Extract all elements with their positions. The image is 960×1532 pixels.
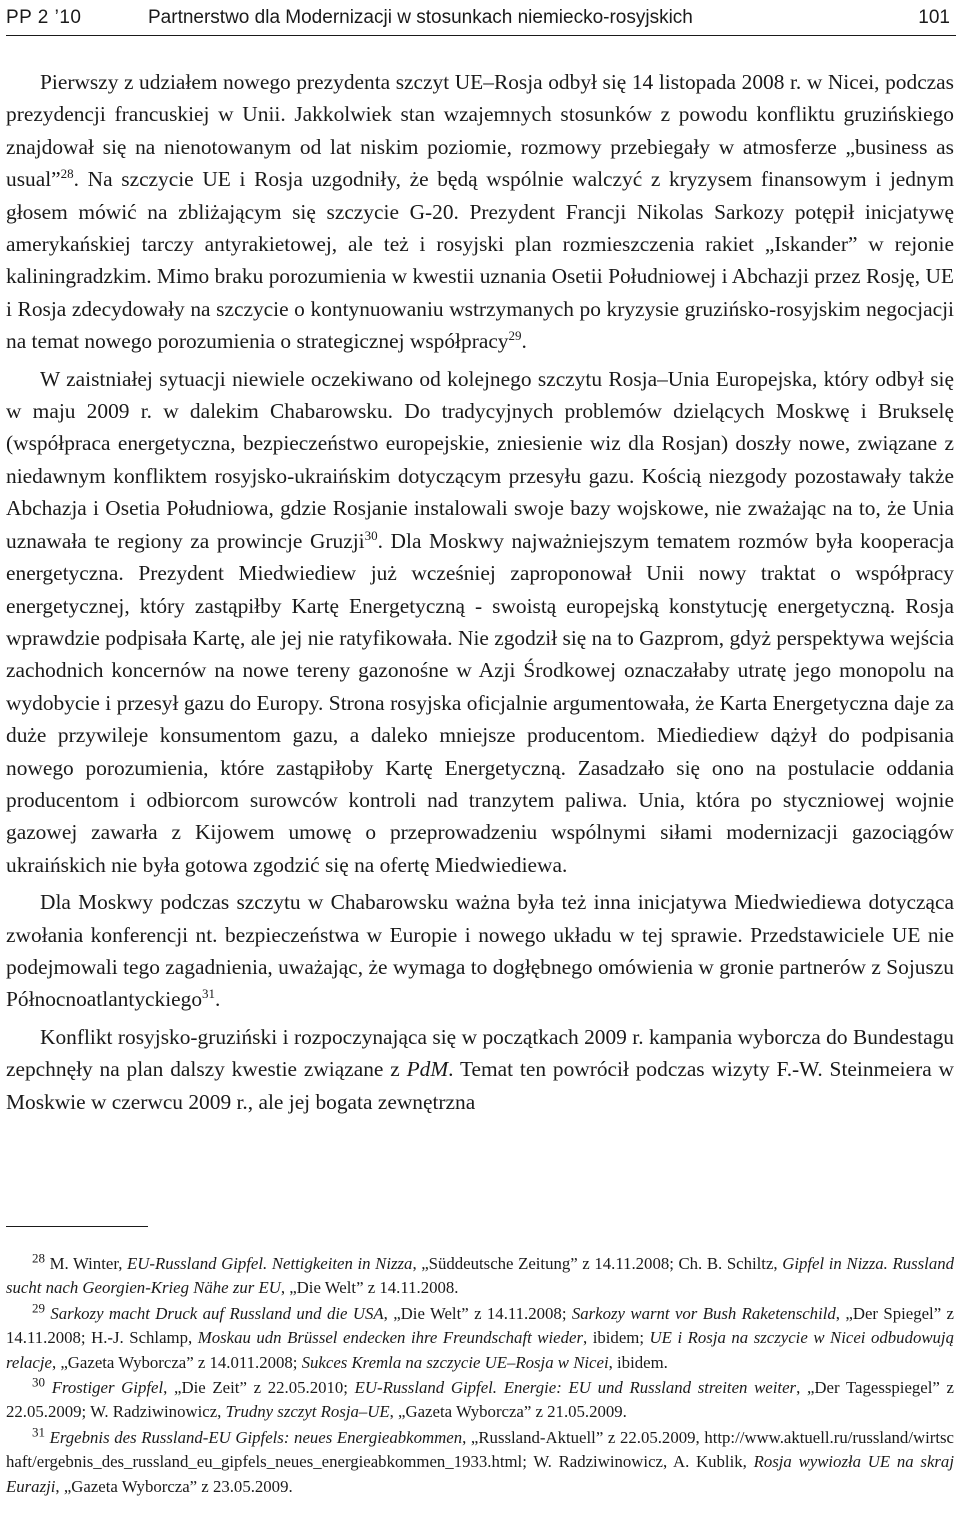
footnote-ref-29[interactable]: 29 — [508, 328, 522, 344]
paragraph-2-part-b: . Dla Moskwy najważniejszym tematem rozmów była kooperacja energetyczna. Prezydent Miedwiediew już wcześniej zaproponował Unii nowy traktat o współpracy energetycznej, który zastąpiłby Kartę Energetyczną - swoistą europejską konstytucję energetyczną. Rosja wprawdzie podpisała Kartę, ale jej nie ratyfikowała. Nie zgodził się na to Gazprom, gdyż perspektywa wejścia zachodnich koncernów na nowe tereny gazonośne w Azji Środkowej oznaczałaby utratę jego monopolu na wydobycie i przesył gazu do Europy. Strona rosyjska oficjalnie argumentowała, że Karta Energetyczna daje za duże przywileje konsumentom gazu, a daleko mniejsze producentom. Miediediew dążył do podpisania nowego porozumienia, które zastąpiłoby Kartę Energetyczną. Zasadzało się ono na postulacie oddania producentom i odbiorcom surowców kontroli nad tranzytem paliwa. Unia, która po styczniowej wojnie gazowej zawarła z Kijowem umowę o przeprowadzeniu wspólnymi siłami modernizacji gazociągów ukraińskich nie była gotowa zgodzić się na ofertę Miedwiediewa. — [6, 528, 954, 877]
paragraph-2 — [6, 363, 954, 882]
footnote-number: 30 — [32, 1374, 45, 1390]
footnotes — [6, 1252, 954, 1499]
paragraph-4 — [6, 1021, 954, 1118]
footnote-title: Moskau udn Brüssel endecken ihre Freundschaft wieder — [197, 1328, 583, 1348]
paragraph-1-part-c: . — [521, 329, 527, 354]
paragraph-2-part-a: W zaistniałej sytuacji niewiele oczekiwano od kolejnego szczytu Rosja–Unia Europejska, który odbył się w maju 2009 r. w dalekim Chabarowsku. Do tradycyjnych problemów dzielących Moskwę i Brukselę (współpraca energetyczna, bezpieczeństwo europejskie, zniesienie wiz dla Rosjan) doszły nowe, związane z niedawnym konfliktem rosyjsko-ukraińskim dotyczącym przesyłu gazu. Kością niezgody pozostawały także Abchazja i Osetia Południowa, gdzie Rosjanie instalowali swoje bazy wojskowe, nie zważając na to, że Unia uznawała te regiony za prowincje Gruzji — [6, 366, 954, 553]
footnote-text: , „Die Welt” z 14.11.2008; — [383, 1303, 572, 1323]
footnote-text: , „Gazeta Wyborcza” z 23.05.2009. — [55, 1476, 293, 1496]
footnote-text: , „Russland-Aktuell” z 22.05.2009, — [462, 1427, 705, 1447]
footnote-title: Sarkozy warnt vor Bush Raketenschild — [571, 1303, 836, 1323]
footnote-29 — [6, 1302, 954, 1375]
running-title: Partnerstwo dla Modernizacji w stosunkach niemiecko-rosyjskich — [148, 7, 693, 28]
footnote-text: , „Der Tagesspiegel” z 22.05.2009; W. Radziwinowicz, — [6, 1378, 955, 1422]
footnote-text: , „Der Spiegel” z 14.11.2008; H.-J. Schlamp, — [6, 1303, 955, 1348]
footnote-title: Gipfel in Nizza. Russland sucht nach Georgien-Krieg Nähe zur EU — [6, 1254, 954, 1298]
running-header — [6, 4, 956, 34]
footnote-text: ; W. Radziwinowicz, A. Kublik, — [522, 1452, 754, 1472]
paragraph-3-part-b: . — [215, 987, 221, 1012]
main-text — [6, 66, 954, 1118]
footnote-title: UE i Rosja na szczycie w Nicei odbudowują relacje — [6, 1328, 954, 1372]
footnote-ref-30[interactable]: 30 — [364, 527, 378, 543]
footnote-text: , „Gazeta Wyborcza” z 21.05.2009. — [389, 1402, 627, 1422]
footnote-divider — [6, 1226, 148, 1227]
footnote-title: EU-Russland Gipfel. Energie: EU und Russland streiten weiter — [354, 1378, 797, 1398]
journal-issue-label: PP 2 ’10 — [6, 7, 82, 28]
footnote-text: , „Die Welt” z 14.11.2008. — [280, 1278, 459, 1298]
paragraph-4-part-b: . Temat ten powrócił podczas wizyty F.-W. Steinmeiera w Moskwie w czerwcu 2009 r., ale jej bogata zewnętrzna — [6, 1057, 954, 1114]
paragraph-1 — [6, 66, 954, 358]
footnote-title: Ergebnis des Russland-EU Gipfels: neues Energieabkommen — [45, 1427, 463, 1447]
paragraph-3 — [6, 886, 954, 1016]
footnote-text: M. Winter, — [45, 1254, 128, 1273]
footnote-text: , ibidem; — [582, 1328, 650, 1348]
footnote-ref-31[interactable]: 31 — [202, 986, 216, 1002]
page-number: 101 — [918, 7, 950, 28]
footnote-30 — [6, 1376, 954, 1425]
footnote-title: Rosja wywiozła UE na skraj Eurazji — [6, 1452, 954, 1496]
footnote-ref-28[interactable]: 28 — [60, 166, 74, 182]
footnote-31 — [6, 1426, 954, 1499]
paragraph-1-part-b: . Na szczycie UE i Rosja uzgodniły, że będą wspólnie walczyć z kryzysem finansowym i jednym głosem mówić na zbliżającym się szczycie G-20. Prezydent Francji Nikolas Sarkozy potępił inicjatywę amerykańskiej tarczy antyrakietowej, ale też i rosyjski plan rozmieszczenia rakiet „Iskander” w rejonie kaliningradzkim. Mimo braku porozumienia w kwestii uznania Osetii Południowej i Abchazji przez Rosję, UE i Rosja zdecydowały na szczycie o kontynuowaniu wstrzymanych po kryzysie gruzińsko-rosyjskim negocjacji na temat nowego porozumienia o strategicznej współpracy — [6, 167, 954, 354]
footnote-number: 28 — [32, 1250, 45, 1266]
pdm-term: PdM — [406, 1057, 449, 1082]
footnote-text: , „Gazeta Wyborcza” z 14.011.2008; — [51, 1352, 302, 1372]
footnote-url-link[interactable]: http://www.aktuell.ru/russland/wirtschaft/ergebnis_des_russland_eu_gipfels_neues_energieabkommen_1933.html — [6, 1427, 954, 1472]
footnote-title: Trudny szczyt Rosja–UE — [225, 1402, 390, 1422]
footnote-text: , ibidem. — [608, 1352, 668, 1372]
footnote-title: Sukces Kremla na szczycie UE–Rosja w Nicei — [301, 1352, 609, 1372]
footnote-number: 29 — [32, 1300, 45, 1316]
paragraph-3-part-a: Dla Moskwy podczas szczytu w Chabarowsku ważna była też inna inicjatywa Miedwiediewa dotycząca zwołania konferencji nt. bezpieczeństwa w Europie i nowego układu w tej sprawie. Przedstawiciele UE nie podejmowali tego zagadnienia, uważając, że wymaga to dogłębnego omówienia w gronie partnerów z Sojuszu Północnoatlantyckiego — [6, 890, 954, 1012]
footnote-text: , „Süddeutsche Zeitung” z 14.11.2008; Ch. B. Schiltz, — [412, 1254, 783, 1273]
footnote-number: 31 — [32, 1424, 45, 1440]
paragraph-4-part-a: Konflikt rosyjsko-gruziński i rozpoczynająca się w początkach 2009 r. kampania wyborcza do Bundestagu zepchnęły na plan dalszy kwestie związane z — [6, 1024, 954, 1082]
footnote-28 — [6, 1252, 954, 1301]
footnote-text: , „Die Zeit” z 22.05.2010; — [163, 1378, 355, 1398]
footnote-title: EU-Russland Gipfel. Nettigkeiten in Nizza — [127, 1254, 413, 1273]
footnote-title: Sarkozy macht Druck auf Russland und die USA — [45, 1303, 384, 1323]
paragraph-1-part-a: Pierwszy z udziałem nowego prezydenta szczyt UE–Rosja odbył się 14 listopada 2008 r. w Nicei, podczas prezydencji francuskiej w Unii. Jakkolwiek stan wzajemnych stosunków z powodu konfliktu gruzińskiego znajdował się na nienotowanym od lat niskim poziomie, rozmowy przebiegały w atmosferze „business as usual” — [6, 70, 954, 192]
footnote-title: Frostiger Gipfel — [45, 1378, 164, 1398]
header-divider — [6, 35, 956, 36]
